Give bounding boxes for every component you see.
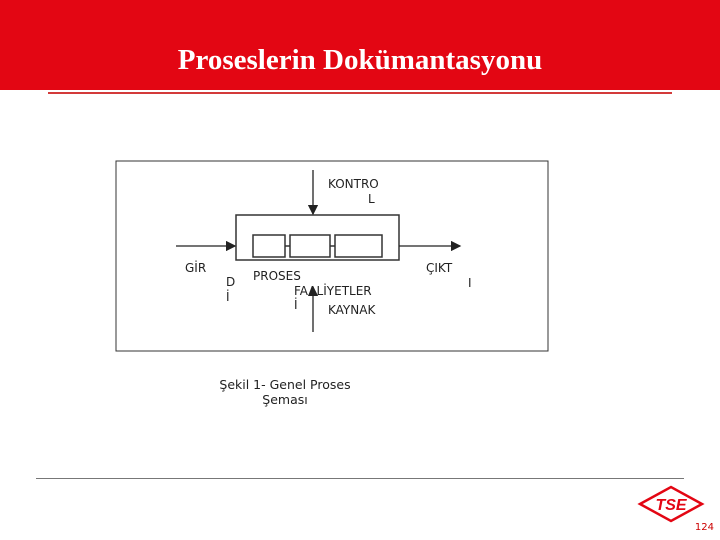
activity-step-3 [335, 235, 382, 257]
control-label-line2: L [368, 192, 375, 206]
input-label-split-2: İ [226, 290, 230, 304]
figure-caption [200, 377, 370, 407]
resource-label: KAYNAK [328, 303, 376, 317]
process-box [236, 215, 399, 260]
tse-logo [636, 484, 706, 524]
tse-logo-text: TSE [655, 497, 687, 514]
page-number: 124 [694, 522, 714, 533]
output-label-split: I [468, 276, 472, 290]
output-label: ÇIKT [426, 261, 453, 275]
activities-split: İ [294, 298, 298, 312]
caption-line-2: Şeması [262, 392, 308, 407]
process-label: PROSES [253, 269, 301, 283]
footer-divider [36, 478, 684, 479]
activity-step-1 [253, 235, 285, 257]
slide-title: Proseslerin Dokümantasyonu [177, 44, 543, 76]
caption-line-1: Şekil 1- Genel Proses [219, 377, 351, 392]
input-label-split-1: D [226, 275, 236, 289]
input-label: GİR [185, 261, 207, 275]
activity-step-2 [290, 235, 330, 257]
control-label-line1: KONTRO [328, 177, 379, 191]
activities-label: FAALİYETLER [294, 284, 372, 298]
